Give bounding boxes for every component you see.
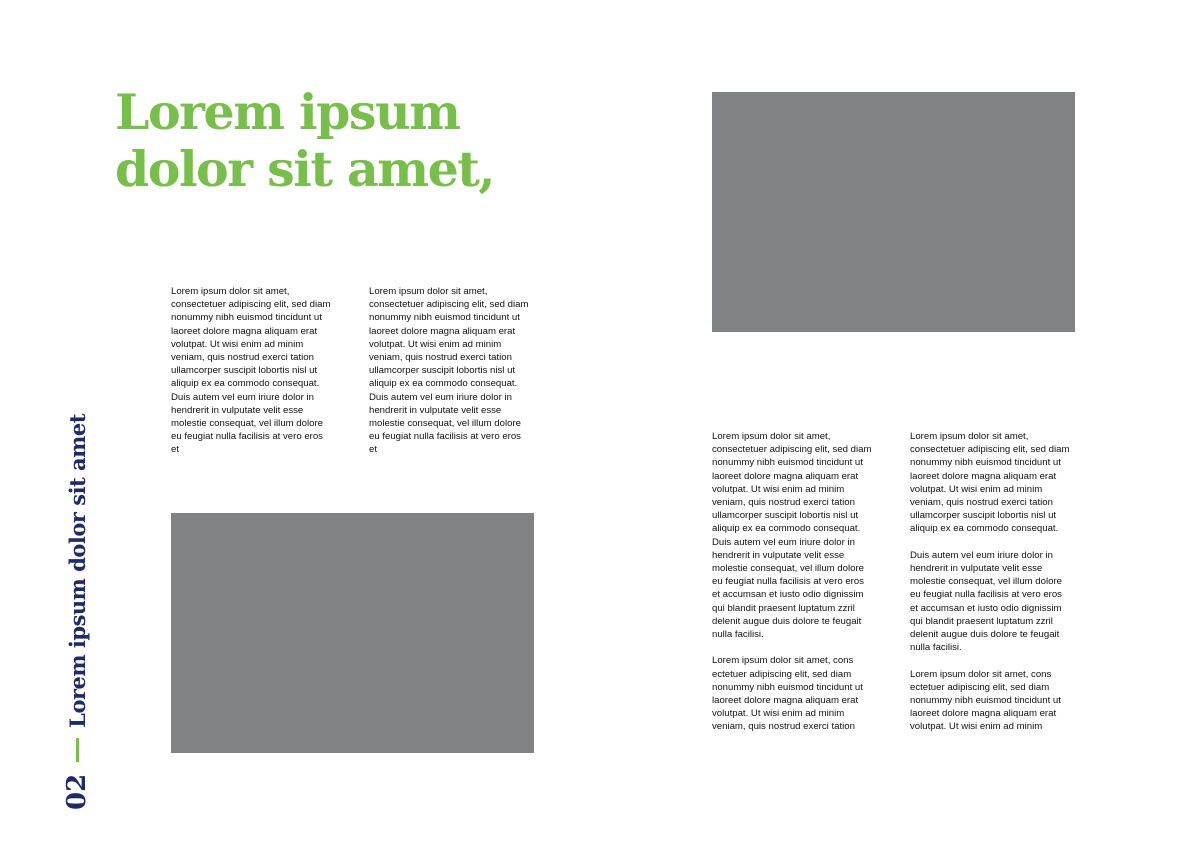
paragraph: Lorem ipsum dolor sit amet, cons ectetuer adipiscing elit, sed diam nonummy nibh euismod tincidunt ut laoreet dolore magna aliquam erat volutpat. Ut wisi enim ad minim [910,668,1061,733]
page-number: 02 [62,773,92,810]
image-placeholder-top-right [712,92,1075,332]
paragraph: Duis autem vel eum iriure dolor in hendrerit in vulputate velit esse molestie consequat, vel illum dolore eu feugiat nulla facilisis at vero eros et accumsan et iusto odio dignissim qui blandit praesent luptatum zzril delenit augue duis dolore te feugait nulla facilisi. [910,549,1062,654]
left-body-column-1 [171,285,331,457]
image-placeholder-bottom-left [171,513,534,753]
paragraph: Lorem ipsum dolor sit amet, cons ectetuer adipiscing elit, sed diam nonummy nibh euismod tincidunt ut laoreet dolore magna aliquam erat volutpat. Ut wisi enim ad minim veniam, quis nostrud exerci tation [712,655,863,733]
vertical-page-label [64,414,90,810]
vertical-title: Lorem ipsum dolor sit amet [64,414,90,728]
left-body-column-2 [369,285,529,457]
paragraph: Lorem ipsum dolor sit amet, consectetuer adipiscing elit, sed diam nonummy nibh euismod tincidunt ut laoreet dolore magna aliquam erat volutpat. Ut wisi enim ad minim veniam, quis nostrud exerci tation ullamcorper suscipit lobortis nisl ut aliquip ex ea commodo consequat. Duis autem vel eum iriure dolor in hendrerit in vulputate velit esse molestie consequat, vel illum dolore eu feugiat nulla facilisis at vero eros et [171,286,331,456]
paragraph: Lorem ipsum dolor sit amet, consectetuer adipiscing elit, sed diam nonummy nibh euismod tincidunt ut laoreet dolore magna aliquam erat volutpat. Ut wisi enim ad minim veniam, quis nostrud exerci tation ullamcorper suscipit lobortis nisl ut aliquip ex ea commodo consequat. Duis autem vel eum iriure dolor in hendrerit in vulputate velit esse molestie consequat, vel illum dolore eu feugiat nulla facilisis at vero eros et accumsan et iusto odio dignissim qui blandit praesent luptatum zzril delenit augue duis dolore te feugait nulla facilisi. [712,431,872,641]
right-body-column-1 [712,430,872,734]
accent-bar [76,738,79,762]
paragraph: Lorem ipsum dolor sit amet, consectetuer adipiscing elit, sed diam nonummy nibh euismod tincidunt ut laoreet dolore magna aliquam erat volutpat. Ut wisi enim ad minim veniam, quis nostrud exerci tation ullamcorper suscipit lobortis nisl ut aliquip ex ea commodo consequat. Duis autem vel eum iriure dolor in hendrerit in vulputate velit esse molestie consequat, vel illum dolore eu feugiat nulla facilisis at vero eros et [369,286,529,456]
heading-line-1: Lorem ipsum [115,83,460,141]
paragraph: Lorem ipsum dolor sit amet, consectetuer adipiscing elit, sed diam nonummy nibh euismod tincidunt ut laoreet dolore magna aliquam erat volutpat. Ut wisi enim ad minim veniam, quis nostrud exerci tation ullamcorper suscipit lobortis nisl ut aliquip ex ea commodo consequat. [910,431,1070,535]
right-body-column-2 [910,430,1070,734]
page-heading [115,84,635,198]
heading-line-2: dolor sit amet, [115,140,494,198]
